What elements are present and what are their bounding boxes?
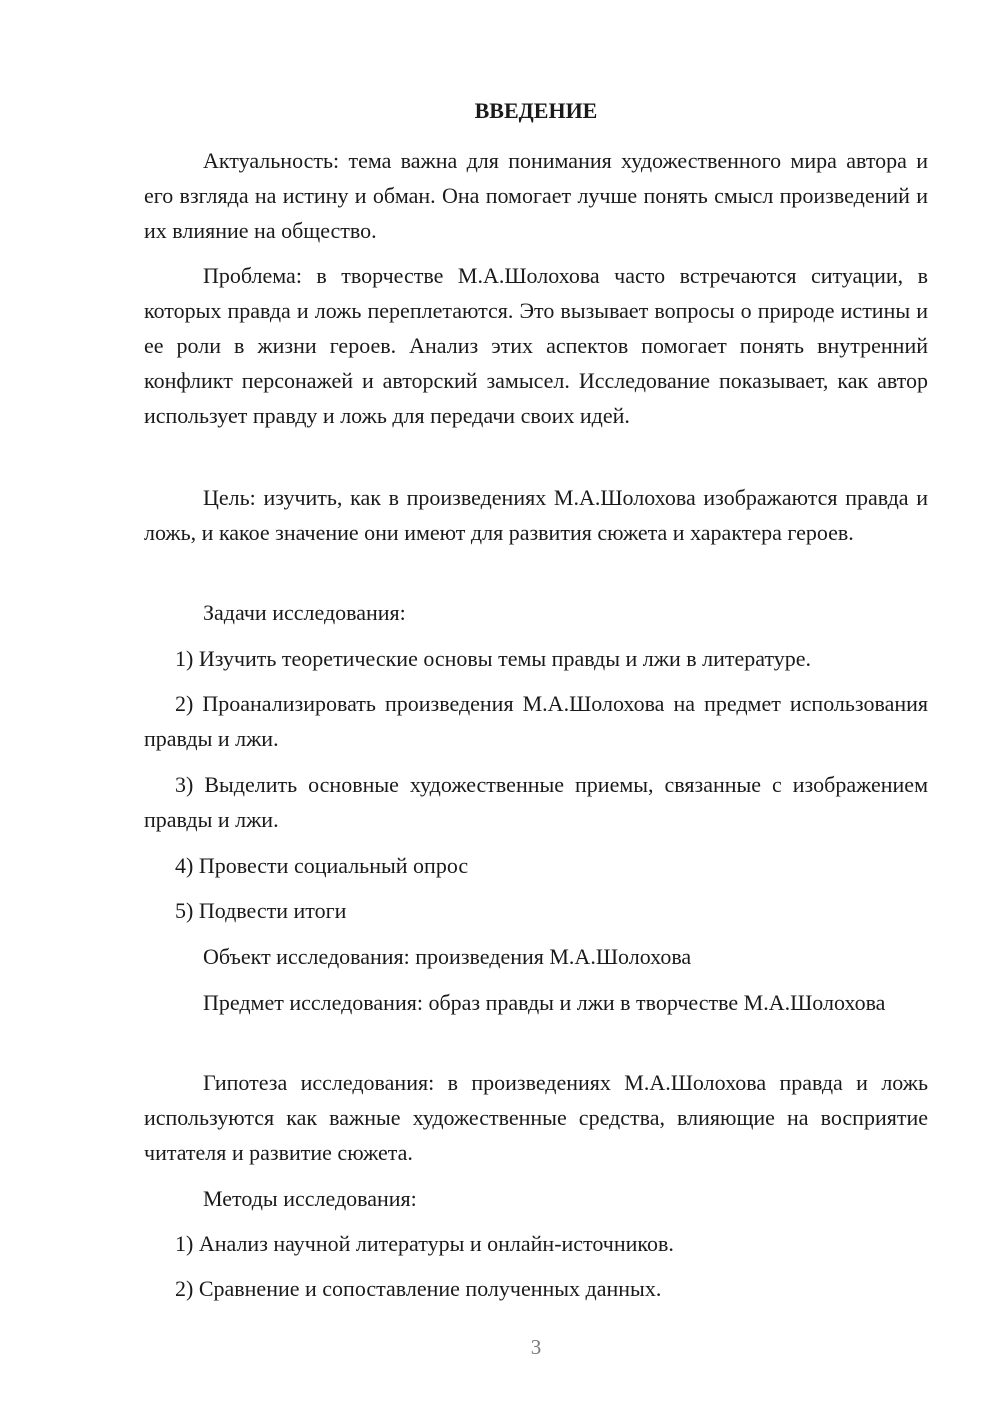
goal-paragraph: Цель: изучить, как в произведениях М.А.Шолохова изображаются правда и ложь, и какое значение они имеют для развития сюжета и характера героев. (144, 485, 928, 545)
subject-paragraph: Предмет исследования: образ правды и лжи в творчестве М.А.Шолохова (203, 990, 886, 1015)
section-heading: ВВЕДЕНИЕ (474, 98, 598, 123)
page-number: 3 (530, 1335, 542, 1359)
problem-paragraph: Проблема: в творчестве М.А.Шолохова часто встречаются ситуации, в которых правда и ложь переплетаются. Это вызывает вопросы о природе истины и ее роли в жизни героев. Анализ этих аспектов помогает понять внутренний конфликт персонажей и авторский замысел. Исследование показывает, как автор использует правду и ложь для передачи своих идей. (144, 263, 928, 428)
object-paragraph: Объект исследования: произведения М.А.Шолохова (203, 944, 692, 969)
task-item-1: 1) Изучить теоретические основы темы правды и лжи в литературе. (175, 646, 812, 671)
method-item-1: 1) Анализ научной литературы и онлайн-источников. (175, 1231, 674, 1256)
method-item-2: 2) Сравнение и сопоставление полученных данных. (175, 1276, 662, 1301)
hypothesis-paragraph: Гипотеза исследования: в произведениях М.А.Шолохова правда и ложь используются как важные художественные средства, влияющие на восприятие читателя и развитие сюжета. (144, 1070, 928, 1165)
task-item-2: 2) Проанализировать произведения М.А.Шолохова на предмет использования правды и лжи. (144, 691, 928, 751)
methods-heading: Методы исследования: (203, 1186, 417, 1211)
tasks-heading: Задачи исследования: (203, 600, 406, 625)
task-item-3: 3) Выделить основные художественные приемы, связанные с изображением правды и лжи. (144, 772, 928, 832)
task-item-4: 4) Провести социальный опрос (175, 853, 469, 878)
task-item-5: 5) Подвести итоги (175, 898, 347, 923)
relevance-paragraph: Актуальность: тема важна для понимания художественного мира автора и его взгляда на истину и обман. Она помогает лучше понять смысл произведений и их влияние на общество. (144, 148, 928, 243)
